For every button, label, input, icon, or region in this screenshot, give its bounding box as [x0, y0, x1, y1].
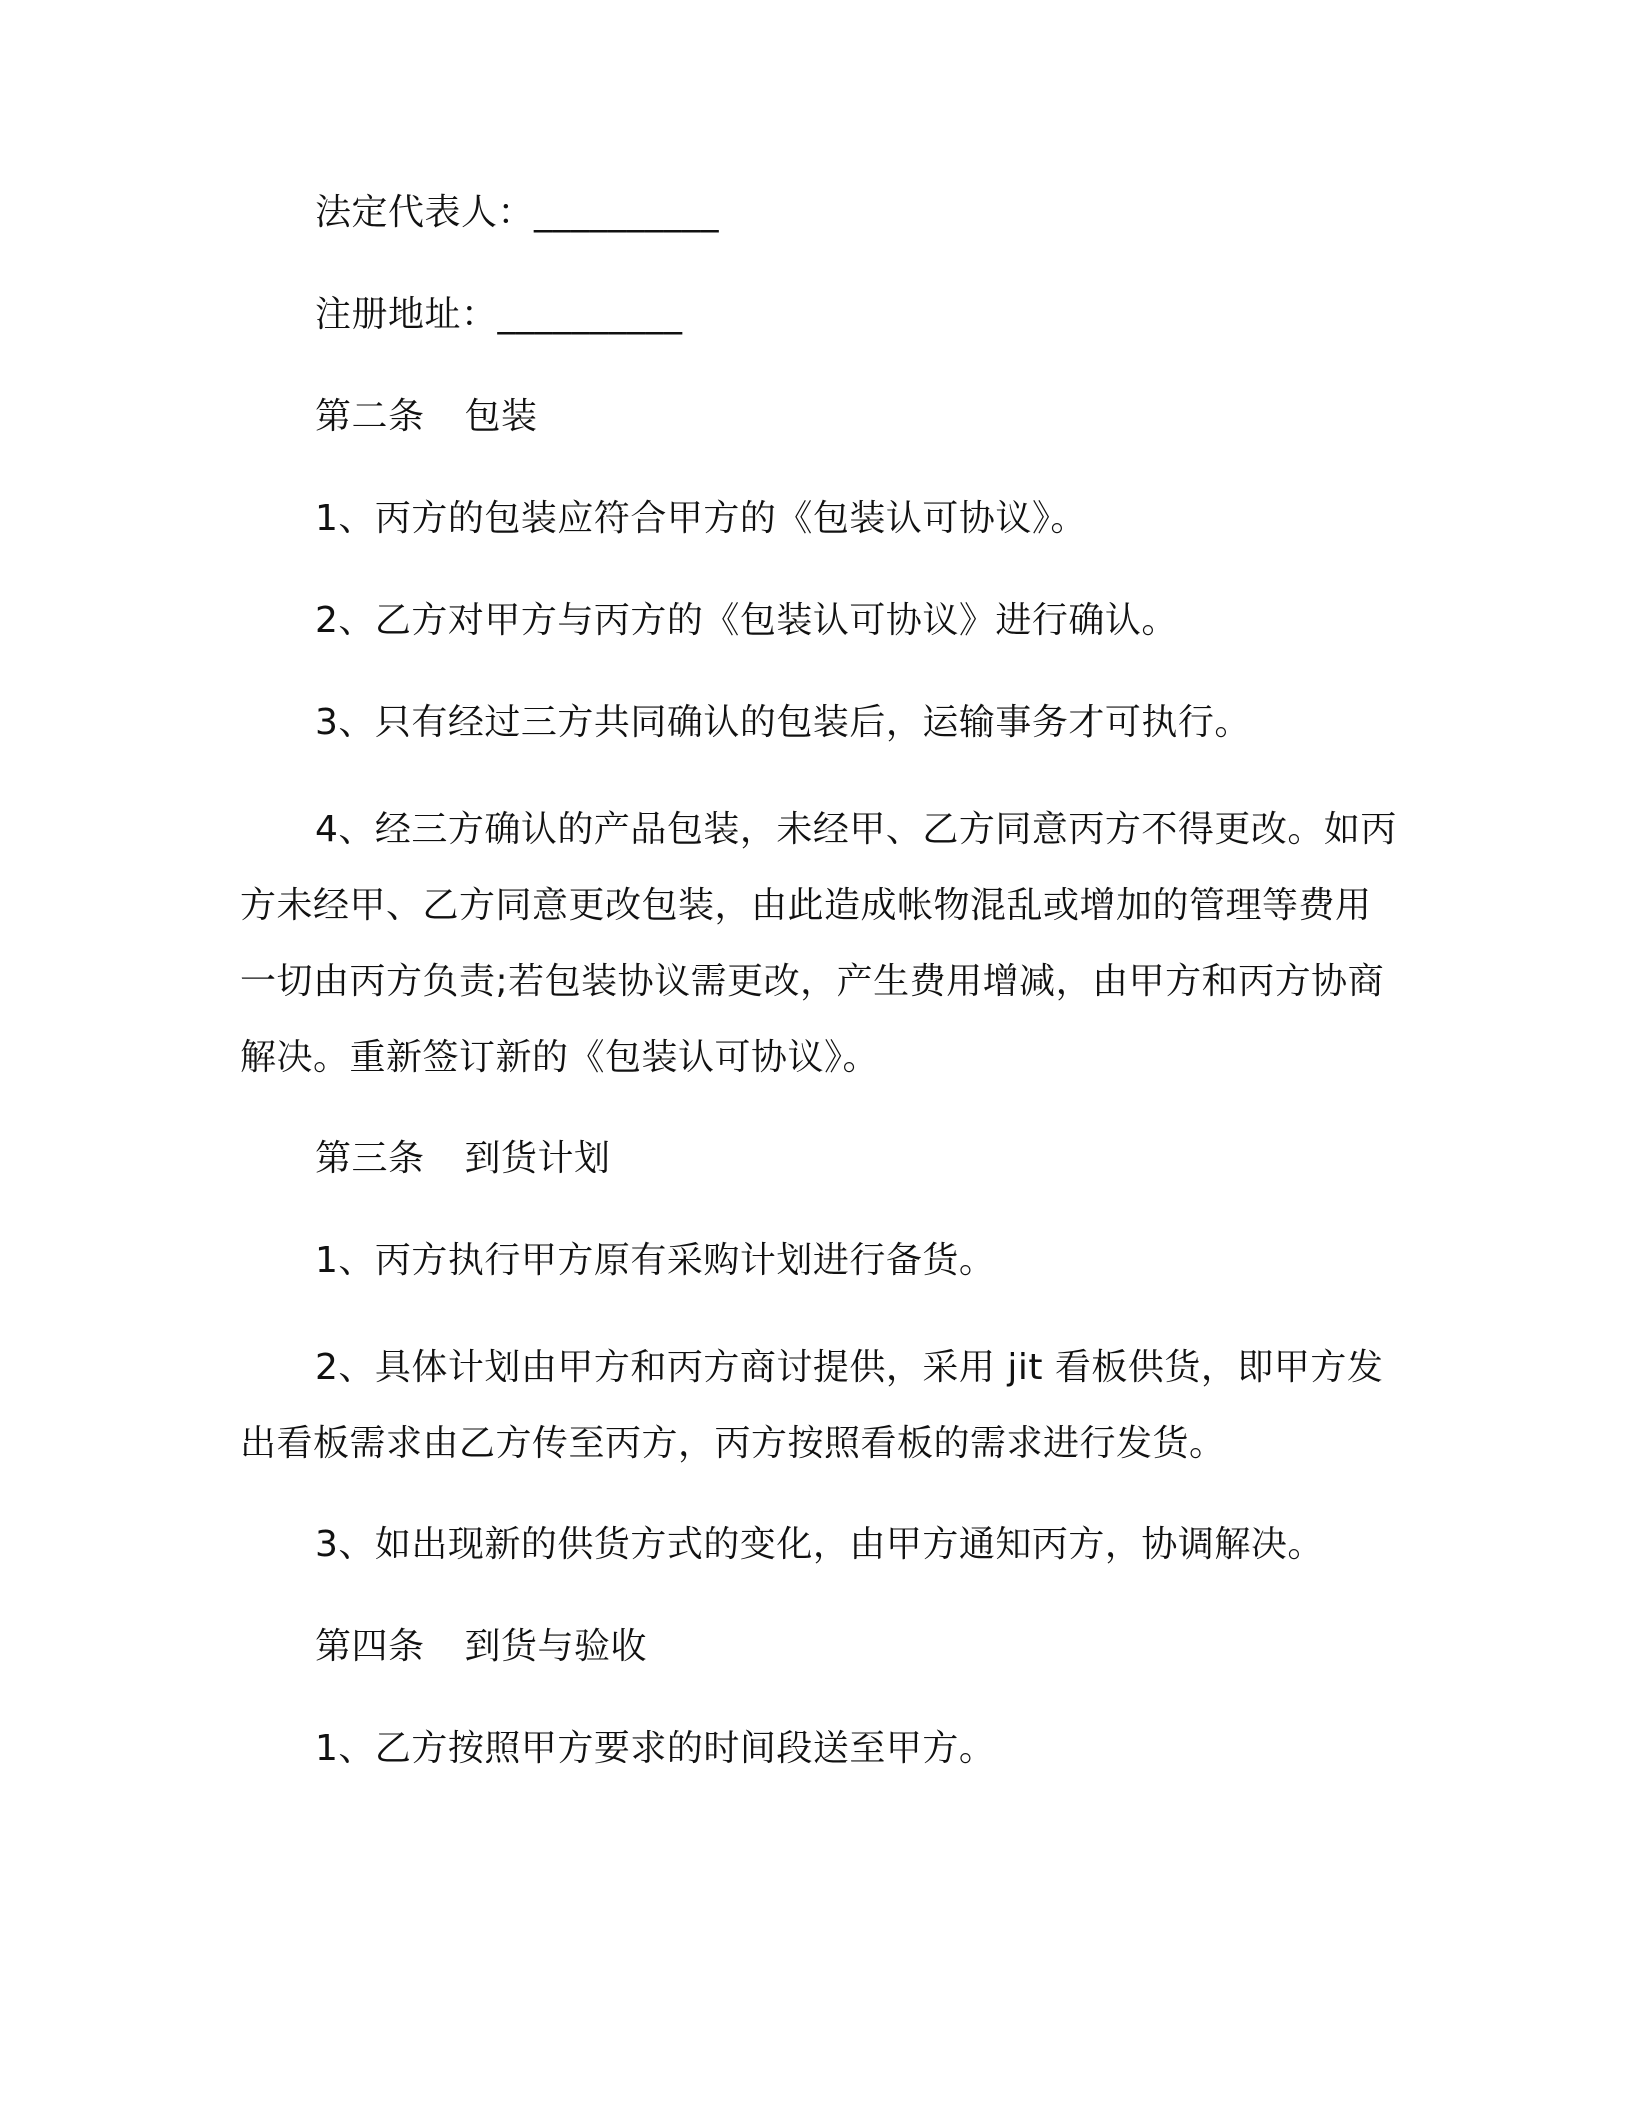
article-2-item-3: 3、只有经过三方共同确认的包装后，运输事务才可执行。	[315, 702, 1251, 743]
article-4-heading	[240, 1622, 1400, 1672]
article-3-item-1: 1、丙方执行甲方原有采购计划进行备货。	[315, 1240, 996, 1281]
legal-representative-line: 法定代表人：__________	[315, 192, 720, 233]
article-4-title: 到货与验收	[464, 1626, 648, 1667]
article-2-title: 包装	[464, 396, 538, 437]
article-3-number: 第三条	[315, 1138, 425, 1179]
article-3-item-2: 2、具体计划由甲方和丙方商讨提供，采用 jit 看板供货，即甲方发出看板需求由乙方传至丙方，丙方按照看板的需求进行发货。	[240, 1347, 1384, 1464]
article-4-item-1: 1、乙方按照甲方要求的时间段送至甲方。	[315, 1728, 996, 1769]
article-4-number: 第四条	[315, 1626, 425, 1667]
registered-address-line: 注册地址：__________	[315, 294, 683, 335]
article-2-item-1: 1、丙方的包装应符合甲方的《包装认可协议》。	[315, 498, 1087, 539]
article-3-title: 到货计划	[464, 1138, 611, 1179]
article-2-item-4: 4、经三方确认的产品包装，未经甲、乙方同意丙方不得更改。如丙方未经甲、乙方同意更改包装，由此造成帐物混乱或增加的管理等费用一切由丙方负责;若包装协议需更改，产生费用增减，由甲方和丙方协商解决。重新签订新的《包装认可协议》。	[240, 809, 1397, 1078]
document-body	[240, 188, 1400, 1826]
article-2-number: 第二条	[315, 396, 425, 437]
article-3-item-3: 3、如出现新的供货方式的变化，由甲方通知丙方，协调解决。	[315, 1524, 1324, 1565]
article-2-item-2: 2、乙方对甲方与丙方的《包装认可协议》进行确认。	[315, 600, 1178, 641]
article-2-heading	[240, 392, 1400, 442]
article-3-heading	[240, 1134, 1400, 1184]
